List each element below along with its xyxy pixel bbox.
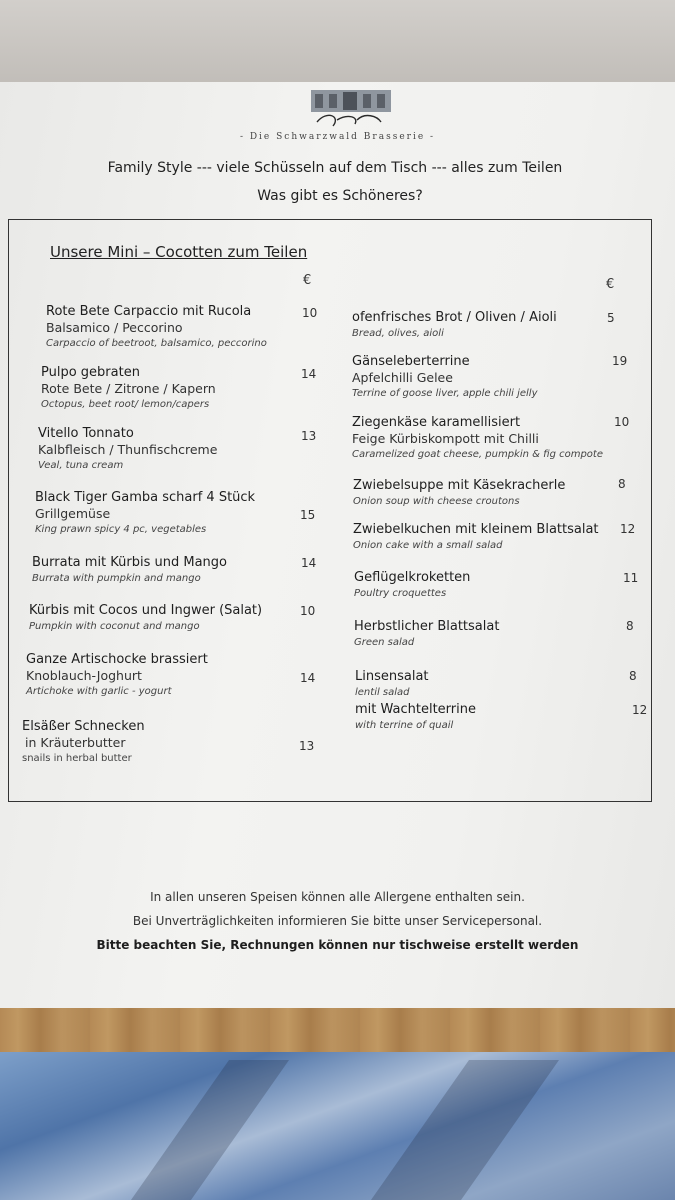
item-price: 14 [301, 367, 317, 381]
tagline: Was gibt es Schöneres? [257, 188, 423, 204]
item-price: 13 [299, 739, 315, 753]
menu-item [352, 309, 557, 341]
item-name: Pulpo gebraten [41, 365, 140, 380]
menu-item [354, 618, 499, 650]
item-price: 8 [629, 669, 637, 683]
section-title: Unsere Mini – Cocotten zum Teilen [50, 243, 308, 261]
item-name: Rote Bete Carpaccio mit Rucola [46, 304, 252, 319]
currency-left: € [303, 273, 312, 288]
item-price: 13 [301, 429, 317, 443]
menu-item [38, 425, 217, 473]
item-name: Ziegenkäse karamellisiert [352, 415, 521, 430]
item-price: 12 [620, 522, 636, 536]
billing-note: Bitte beachten Sie, Rechnungen können nur tischweise erstellt werden [96, 938, 579, 952]
item-english: Poultry croquettes [354, 588, 447, 599]
item-english: Caramelized goat cheese, pumpkin & fig compote [352, 449, 604, 460]
item-name: Zwiebelkuchen mit kleinem Blattsalat [353, 522, 599, 537]
item-name: Black Tiger Gamba scharf 4 Stück [35, 490, 256, 505]
item-english: Artichoke with garlic - yogurt [26, 686, 172, 697]
menu-item [352, 414, 603, 462]
item-price: 10 [302, 306, 318, 320]
item-name: Elsäßer Schnecken [22, 719, 145, 734]
item-price: 11 [623, 571, 639, 585]
blue-cloth [0, 1052, 675, 1200]
menu-item [29, 602, 262, 634]
item-name: Herbstlicher Blattsalat [354, 619, 500, 634]
menu-item [354, 569, 470, 601]
item-price: 12 [632, 703, 648, 717]
item-name: Kürbis mit Cocos und Ingwer (Salat) [29, 603, 263, 618]
item-name: Geflügelkroketten [354, 570, 471, 585]
item-english: Octopus, beet root/ lemon/capers [41, 399, 210, 410]
item-english: Pumpkin with coconut and mango [29, 621, 200, 632]
item-price: 14 [301, 556, 317, 570]
family-style-heading: Family Style --- viele Schüsseln auf dem Tisch --- alles zum Teilen [107, 160, 563, 176]
item-english: Onion cake with a small salad [353, 540, 503, 551]
item-english: Carpaccio of beetroot, balsamico, peccorino [46, 338, 267, 349]
menu-item [46, 303, 267, 351]
table-background [0, 0, 675, 95]
item-english: King prawn spicy 4 pc, vegetables [35, 524, 207, 535]
menu-item [355, 668, 429, 700]
item-price: 14 [300, 671, 316, 685]
menu-item [41, 364, 216, 412]
item-price: 8 [618, 477, 626, 491]
brasserie-subtitle: - Die Schwarzwald Brasserie - [239, 132, 436, 142]
item-price: 8 [626, 619, 634, 633]
currency-right: € [606, 277, 615, 292]
item-english: Green salad [354, 637, 415, 648]
item-name: mit Wachtelterrine [355, 702, 476, 717]
menu-item [26, 651, 208, 699]
item-name: Gänseleberterrine [352, 354, 470, 369]
item-price: 15 [300, 508, 316, 522]
menu-item [32, 554, 227, 586]
item-price: 5 [607, 311, 615, 325]
brasserie-logo [307, 86, 395, 130]
allergen-note: In allen unseren Speisen können alle Allergene enthalten sein. [150, 890, 525, 904]
intolerance-note: Bei Unverträglichkeiten informieren Sie bitte unser Servicepersonal. [132, 914, 543, 928]
menu-item [353, 521, 599, 553]
item-english: snails in herbal butter [22, 753, 132, 764]
item-english: Terrine of goose liver, apple chili jelly [352, 388, 538, 399]
item-english: Bread, olives, aioli [352, 328, 444, 339]
wooden-table-edge [0, 1008, 675, 1054]
item-description: Balsamico / Peccorino [46, 320, 183, 335]
item-description: Feige Kürbiskompott mit Chilli [352, 431, 539, 446]
item-english: with terrine of quail [355, 720, 454, 731]
item-price: 10 [300, 604, 316, 618]
item-english: Veal, tuna cream [38, 460, 124, 471]
item-price: 10 [614, 415, 630, 429]
menu-item [355, 701, 476, 733]
menu-item [352, 353, 538, 401]
item-name: Linsensalat [355, 669, 429, 684]
item-name: Burrata mit Kürbis und Mango [32, 555, 228, 570]
item-name: Zwiebelsuppe mit Käsekracherle [353, 478, 566, 493]
item-description: Kalbfleisch / Thunfischcreme [38, 442, 218, 457]
item-description: in Kräuterbutter [25, 735, 126, 750]
item-description: Knoblauch-Joghurt [26, 668, 142, 683]
item-name: Ganze Artischocke brassiert [26, 652, 208, 667]
item-name: ofenfrisches Brot / Oliven / Aioli [352, 310, 557, 325]
item-english: lentil salad [355, 687, 410, 698]
item-english: Onion soup with cheese croutons [353, 496, 520, 507]
menu-item [22, 718, 145, 766]
item-name: Vitello Tonnato [38, 426, 134, 441]
item-description: Grillgemüse [35, 506, 111, 521]
item-price: 19 [612, 354, 628, 368]
menu-item [353, 477, 565, 509]
menu-item [35, 489, 255, 537]
item-english: Burrata with pumpkin and mango [32, 573, 201, 584]
item-description: Rote Bete / Zitrone / Kapern [41, 381, 216, 396]
item-description: Apfelchilli Gelee [352, 370, 453, 385]
